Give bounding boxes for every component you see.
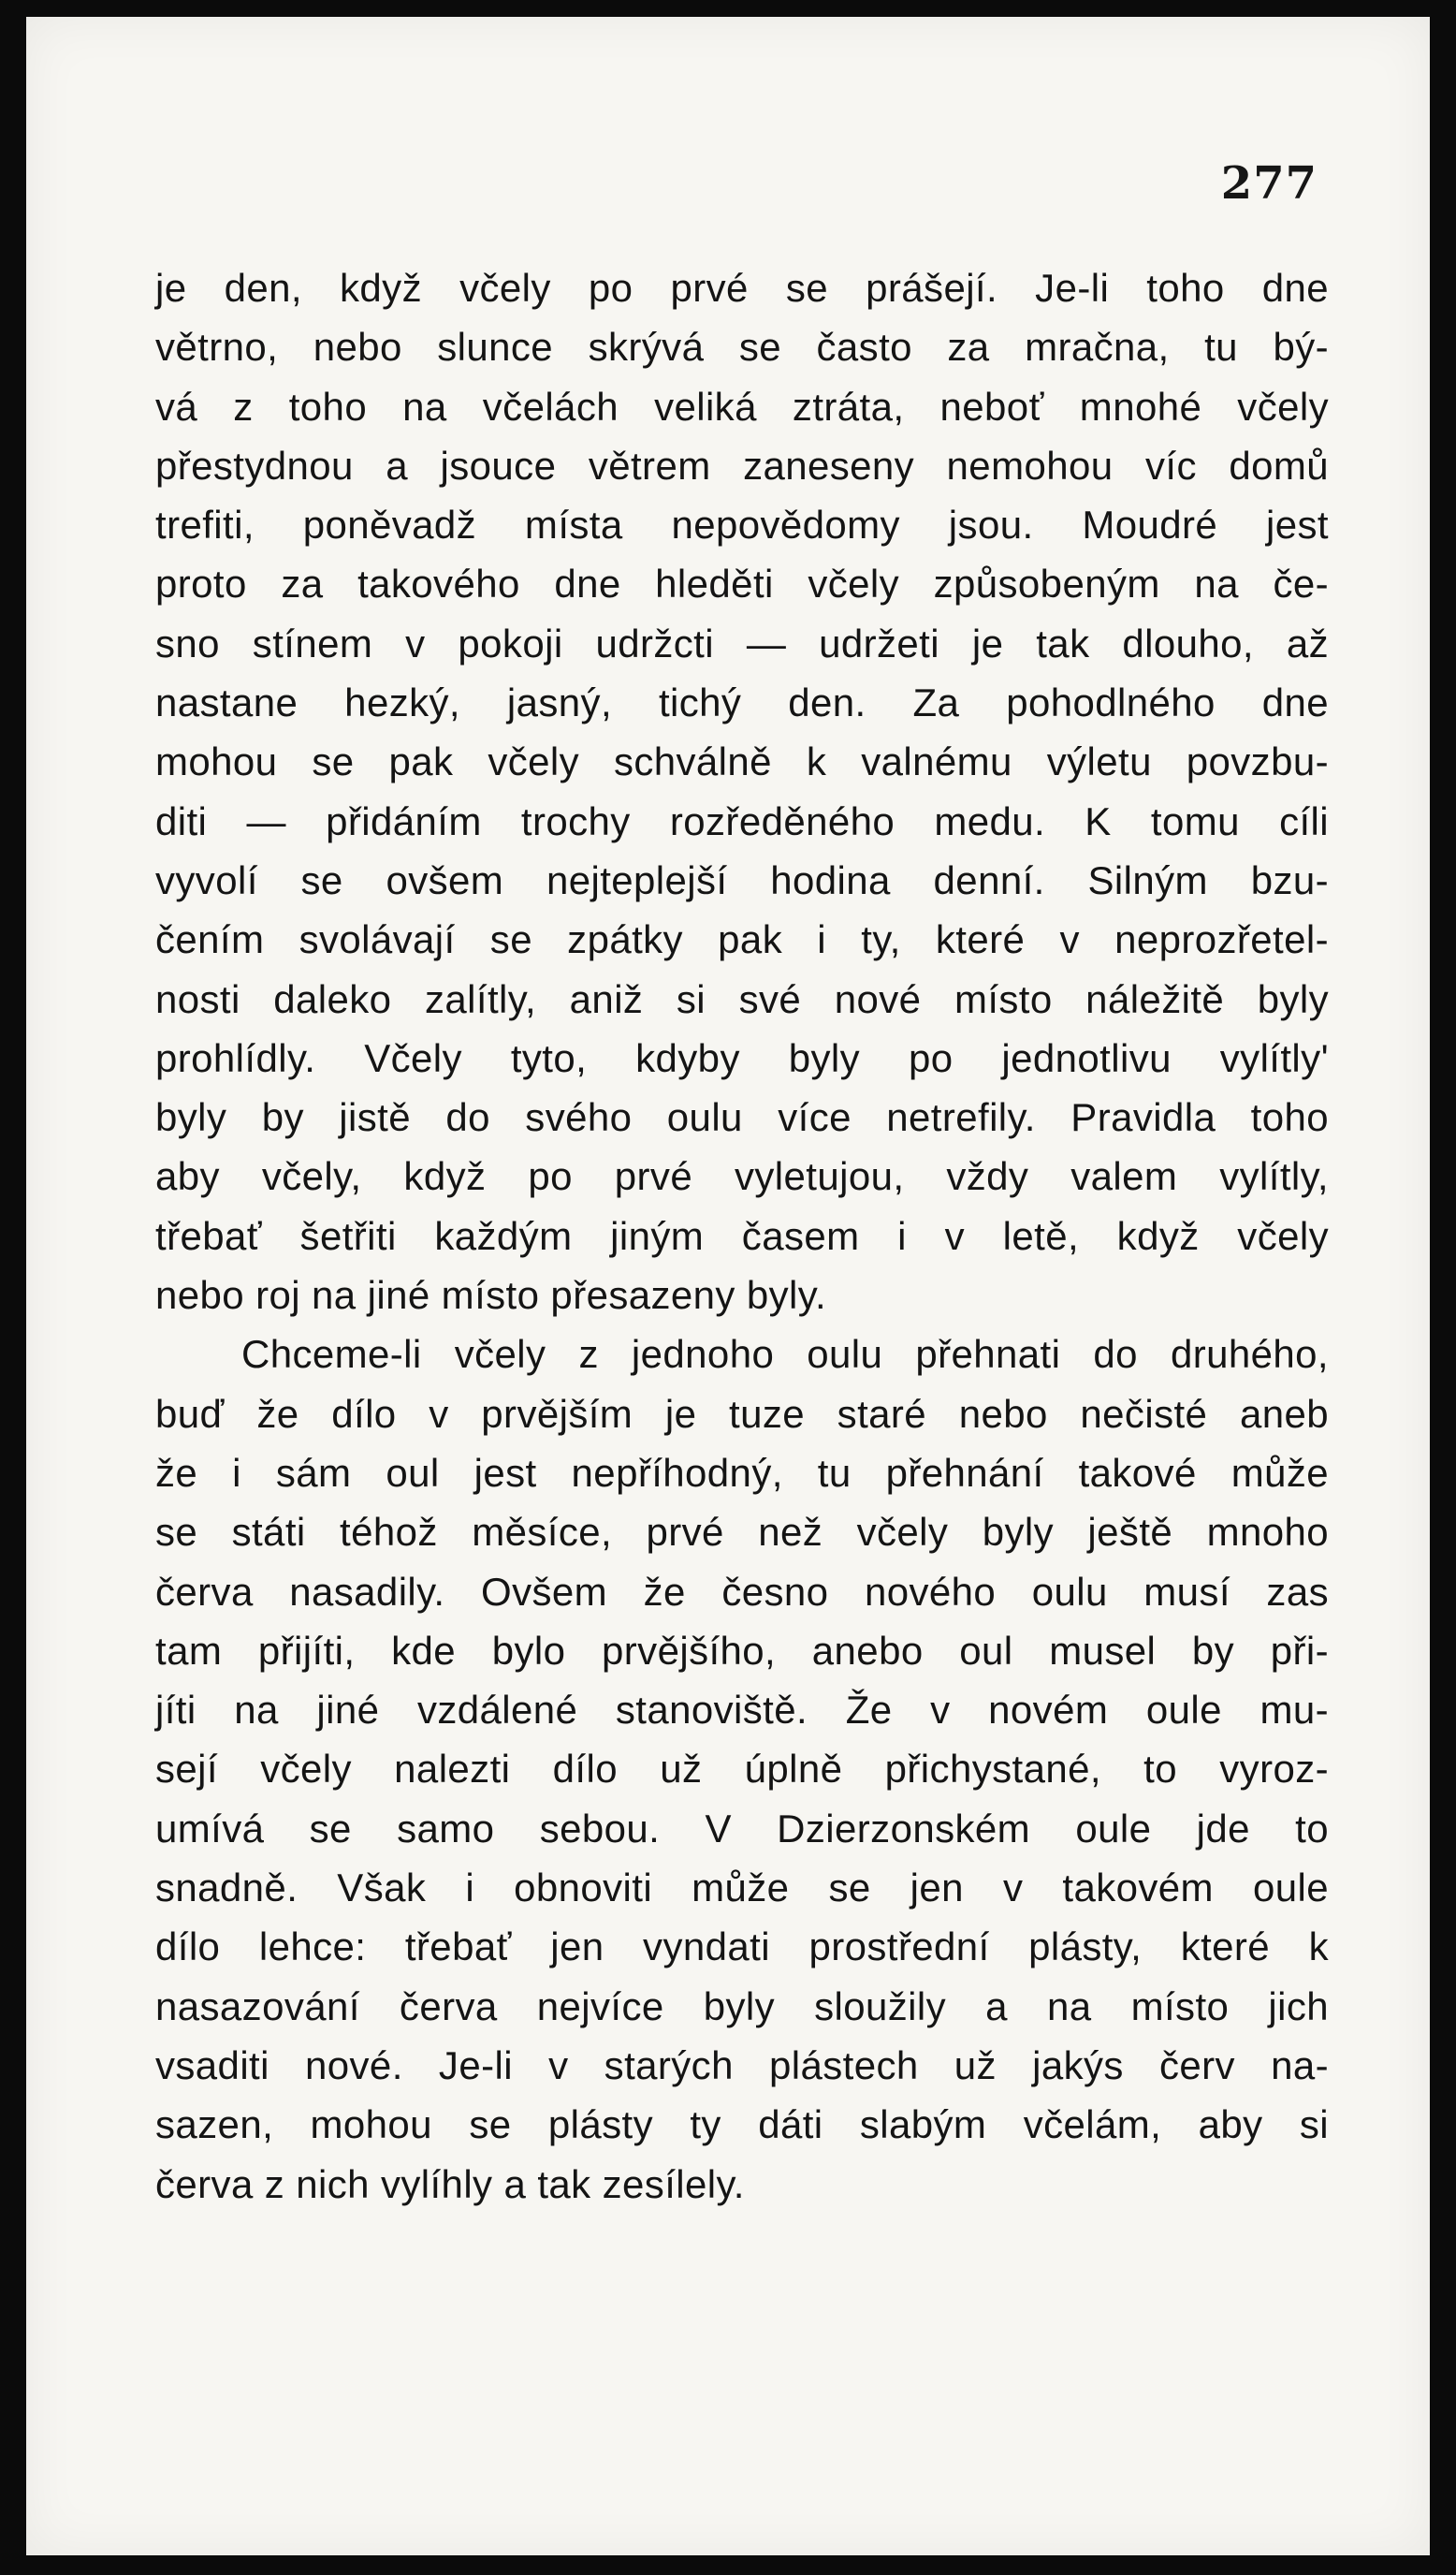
- text-line: třebať šetřiti každým jiným časem i v letě, když včely: [155, 1213, 1329, 1258]
- text-line: nebo roj na jiné místo přesazeny byly.: [155, 1273, 827, 1318]
- text-line: tam přijíti, kde bylo prvějšího, anebo oul musel by při-: [155, 1628, 1329, 1673]
- text-line: vyvolí se ovšem nejteplejší hodina denní. Silným bzu-: [155, 857, 1329, 902]
- text-line: čením svolávají se zpátky pak i ty, které v neprozřetel-: [155, 917, 1329, 962]
- text-line: aby včely, když po prvé vyletujou, vždy valem vylítly,: [155, 1154, 1329, 1199]
- text-line: buď že dílo v prvějším je tuze staré nebo nečisté aneb: [155, 1391, 1329, 1436]
- text-line: sno stínem v pokoji udržcti — udržeti je tak dlouho, až: [155, 621, 1329, 666]
- page-number: 277: [1220, 157, 1318, 210]
- text-line: sazen, mohou se plásty ty dáti slabým včelám, aby si: [155, 2102, 1329, 2147]
- text-line: červa nasadily. Ovšem že česno nového oulu musí zas: [155, 1569, 1329, 1614]
- text-line: Chceme-li včely z jednoho oulu přehnati do druhého,: [241, 1332, 1329, 1377]
- text-line: sejí včely nalezti dílo už úplně přichystané, to vyroz-: [155, 1747, 1329, 1792]
- text-line: přestydnou a jsouce větrem zaneseny nemohou víc domů: [155, 443, 1329, 488]
- text-line: červa z nich vylíhly a tak zesílely.: [155, 2161, 745, 2206]
- text-line: se státi téhož měsíce, prvé než včely byly ještě mnoho: [155, 1510, 1329, 1555]
- text-line: prohlídly. Včely tyto, kdyby byly po jednotlivu vylítly': [155, 1035, 1329, 1080]
- text-line: mohou se pak včely schválně k valnému výletu povzbu-: [155, 739, 1329, 784]
- text-line: trefiti, poněvadž místa nepovědomy jsou. Moudré jest: [155, 503, 1329, 548]
- text-line: diti — přidáním trochy rozředěného medu. K tomu cíli: [155, 798, 1329, 843]
- text-line: dílo lehce: třebať jen vyndati prostřední plásty, které k: [155, 1924, 1329, 1969]
- paragraph-2: [155, 1324, 1329, 2213]
- text-line: je den, když včely po prvé se prášejí. Je-li toho dne: [155, 266, 1329, 310]
- text-line: snadně. Však i obnoviti může se jen v takovém oule: [155, 1865, 1329, 1910]
- text-line: vsaditi nové. Je-li v starých plástech už jakýs červ na-: [155, 2042, 1329, 2087]
- text-line: vá z toho na včelách veliká ztráta, neboť mnohé včely: [155, 384, 1329, 429]
- text-line: jíti na jiné vzdálené stanoviště. Že v novém oule mu-: [155, 1688, 1329, 1733]
- text-line: umívá se samo sebou. V Dzierzonském oule jde to: [155, 1806, 1329, 1851]
- text-line: nasazování červa nejvíce byly sloužily a na místo jich: [155, 1983, 1329, 2028]
- text-line: že i sám oul jest nepříhodný, tu přehnání takové může: [155, 1450, 1329, 1495]
- text-line: nastane hezký, jasný, tichý den. Za pohodlného dne: [155, 680, 1329, 725]
- text-line: byly by jistě do svého oulu více netrefily. Pravidla toho: [155, 1095, 1329, 1140]
- body-text: [155, 258, 1329, 2214]
- text-line: nosti daleko zalítly, aniž si své nové místo náležitě byly: [155, 976, 1329, 1021]
- book-page: [26, 17, 1430, 2555]
- text-line: větrno, nebo slunce skrývá se často za mračna, tu bý-: [155, 325, 1329, 370]
- paragraph-1: [155, 258, 1329, 1324]
- text-line: proto za takového dne hleděti včely způsobeným na če-: [155, 562, 1329, 607]
